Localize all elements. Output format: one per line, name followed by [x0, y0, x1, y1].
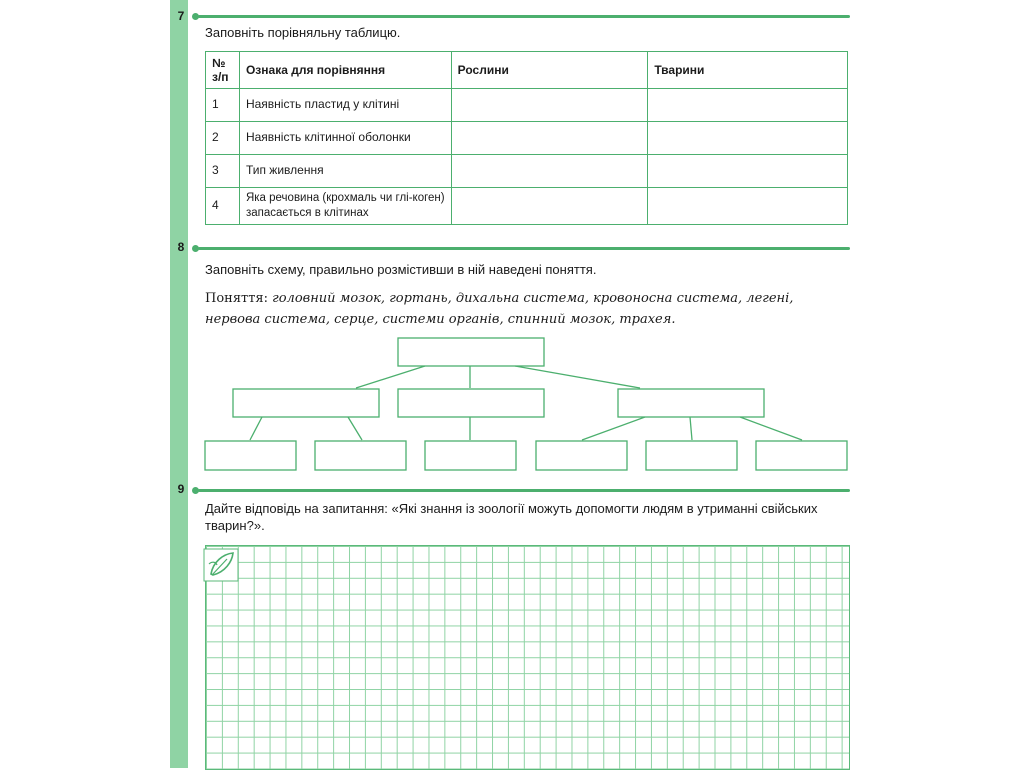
scheme-connector: [348, 417, 362, 440]
scheme-connector: [356, 366, 425, 388]
scheme-connector: [582, 417, 645, 440]
row-number: 2: [206, 122, 240, 155]
scheme-box-level3[interactable]: [205, 441, 296, 470]
scheme-box-level2[interactable]: [233, 389, 379, 417]
row-feature: Тип живлення: [239, 155, 451, 188]
task-9-number: 9: [177, 482, 185, 496]
row-feature: Наявність клітинної оболонки: [239, 122, 451, 155]
task-8-prompt: Заповніть схему, правильно розмістивши в ній наведені поняття.: [205, 262, 597, 277]
row-feature: Яка речовина (крохмаль чи глі-коген) запасається в клітинах: [239, 188, 451, 225]
header-animals: Тварини: [648, 52, 848, 89]
scheme-box-level3[interactable]: [425, 441, 516, 470]
header-number: № з/п: [206, 52, 240, 89]
row-number: 1: [206, 89, 240, 122]
scheme-box-top[interactable]: [398, 338, 544, 366]
scheme-box-level3[interactable]: [536, 441, 627, 470]
concepts-label: Поняття:: [205, 291, 268, 306]
row-number: 3: [206, 155, 240, 188]
scheme-box-level2[interactable]: [618, 389, 764, 417]
scheme-box-level2[interactable]: [398, 389, 544, 417]
scheme-box-level3[interactable]: [756, 441, 847, 470]
header-feature: Ознака для порівняння: [239, 52, 451, 89]
answer-grid[interactable]: [205, 545, 850, 770]
scheme-box-level3[interactable]: [646, 441, 737, 470]
task-7-number: 7: [177, 9, 185, 23]
task-7-prompt: Заповніть порівняльну таблицю.: [205, 25, 401, 40]
scheme-connector: [250, 417, 262, 440]
scheme-box-level3[interactable]: [315, 441, 406, 470]
header-plants: Рослини: [451, 52, 648, 89]
row-number: 4: [206, 188, 240, 225]
scheme-connector: [740, 417, 802, 440]
task-9-prompt: Дайте відповідь на запитання: «Які знання із зоології можуть допомогти людям в утриманні свійських тварин?».: [205, 501, 818, 533]
task-8-number: 8: [177, 240, 185, 254]
concepts-list: головний мозок, гортань, дихальна система, кровоносна система, легені, нервова система, серце, системи органів, спинний мозок, трахея.: [205, 291, 794, 327]
leaf-pen-icon: [203, 548, 239, 582]
scheme-connector: [515, 366, 640, 388]
row-feature: Наявність пластид у клітині: [239, 89, 451, 122]
task-9-divider: [198, 489, 850, 492]
scheme-connector: [690, 417, 692, 440]
